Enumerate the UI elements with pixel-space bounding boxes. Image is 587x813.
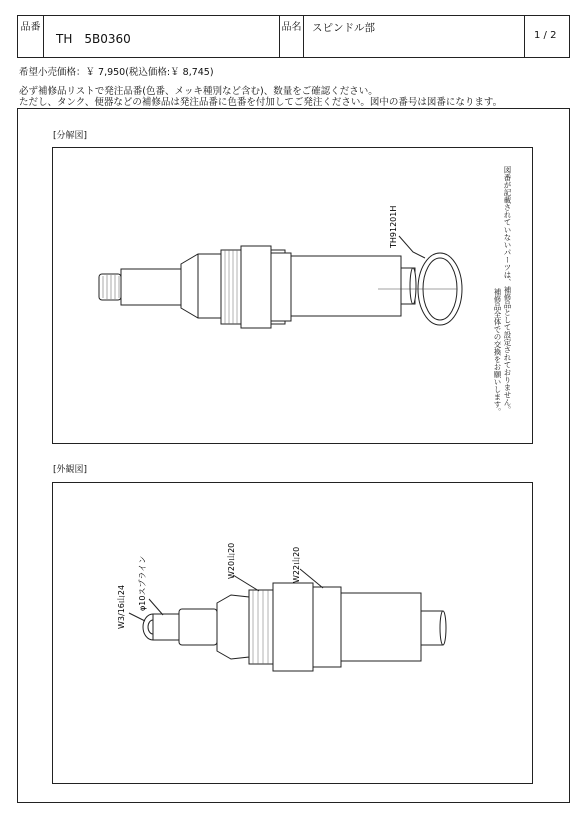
exploded-drawing bbox=[53, 148, 532, 443]
exploded-label: [分解図] bbox=[53, 131, 88, 141]
thread-2 bbox=[271, 253, 291, 321]
external-drawing bbox=[53, 483, 532, 783]
dim-w3-16: W3/16山24 bbox=[117, 584, 126, 629]
flange bbox=[241, 246, 271, 328]
thread-22 bbox=[313, 587, 341, 667]
external-view-panel bbox=[52, 482, 533, 784]
stem bbox=[121, 269, 181, 305]
hex-nut bbox=[217, 595, 249, 659]
part-name: スピンドル部 bbox=[312, 22, 375, 34]
external-label: [外観図] bbox=[53, 465, 88, 475]
hinmei-label: 品名 bbox=[281, 22, 302, 33]
title-block bbox=[17, 15, 570, 58]
note-line-2: ただし、タンク、便器などの補修品は発注品番に色番を付加してご発注ください。図中の番号は図番になります。 bbox=[19, 97, 503, 108]
body-cylinder bbox=[291, 256, 401, 316]
part-number: TH 5B0360 bbox=[56, 32, 131, 46]
dim-phi10: φ10スプライン bbox=[138, 555, 147, 611]
spline-head bbox=[99, 274, 121, 300]
hinban-label: 品番 bbox=[20, 22, 41, 33]
hinmei-label-cell bbox=[280, 16, 304, 57]
spline-shaft bbox=[153, 614, 179, 640]
main-body bbox=[341, 593, 421, 661]
flange-ring bbox=[273, 583, 313, 671]
collar bbox=[179, 609, 217, 645]
hinban-value-cell bbox=[44, 16, 280, 57]
dim-w20: W20山20 bbox=[227, 542, 236, 579]
note-line-1: 必ず補修品リストで発注品番(色番、メッキ種別など含む)、数量をご確認ください。 bbox=[19, 86, 378, 97]
hinmei-value-cell bbox=[304, 16, 525, 57]
page-number: 1 / 2 bbox=[534, 30, 557, 41]
dim-w22: W22山20 bbox=[292, 546, 301, 583]
hinban-label-cell bbox=[18, 16, 44, 57]
hex-body bbox=[181, 254, 223, 318]
page-cell bbox=[525, 16, 569, 57]
exploded-side-note-1: 図番が記載されていないパーツは、補修品として設定されておりません。 bbox=[503, 166, 512, 414]
price: 希望小売価格：￥ 7,950(税込価格:￥ 8,745) bbox=[19, 67, 214, 78]
part-number-label: TH91201H bbox=[389, 205, 398, 248]
exploded-view-panel bbox=[52, 147, 533, 444]
exploded-side-note-2: 補修品全体での交換をお願いします。 bbox=[493, 288, 502, 416]
